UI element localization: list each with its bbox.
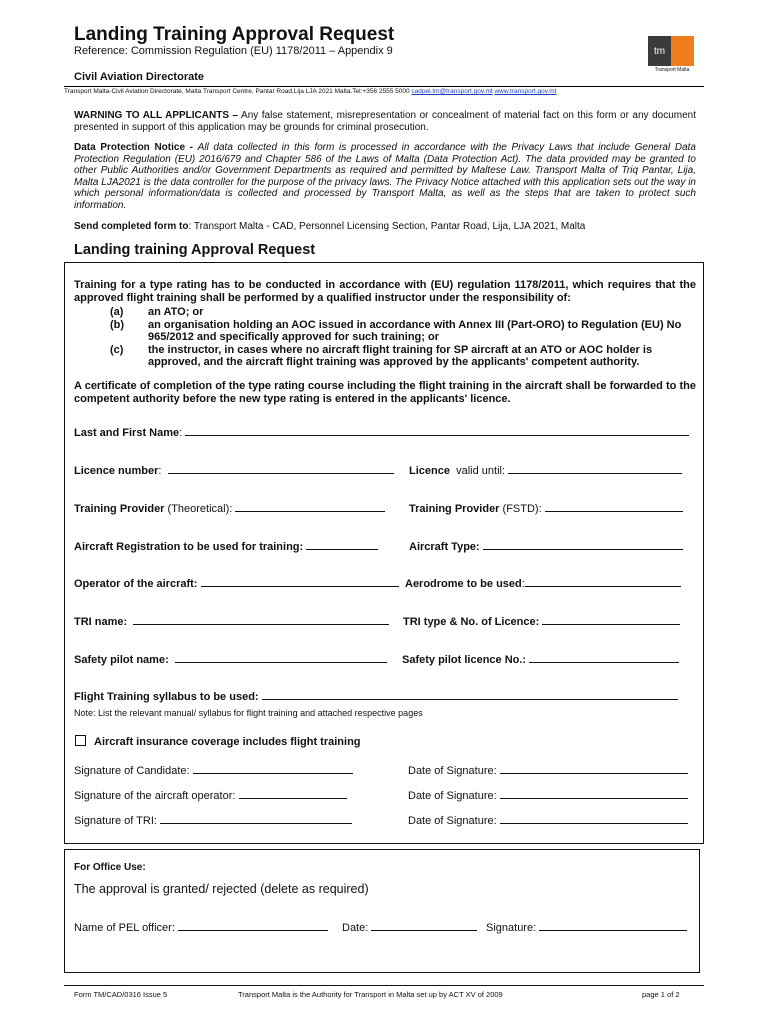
licence-number-line[interactable] xyxy=(168,462,394,474)
list-text: an organisation holding an AOC issued in accordance with Annex III (Part-ORO) to Regulation (EU) No 965/2012 and specifically approved for such training; or xyxy=(148,318,682,343)
operator-date-label: Date of Signature: xyxy=(408,790,497,802)
aircraft-registration-field[interactable] xyxy=(74,538,378,553)
list-label: (b) xyxy=(110,318,125,331)
list-text: an ATO; or xyxy=(148,306,204,318)
data-protection-label: Data Protection Notice - xyxy=(74,142,198,153)
licence-valid-label: Licence xyxy=(409,465,450,477)
tri-signature-label: Signature of TRI: xyxy=(74,815,157,827)
list-label: (a) xyxy=(110,306,124,318)
safety-pilot-label: Safety pilot name: xyxy=(74,654,169,666)
provider-theoretical-field[interactable] xyxy=(74,500,385,515)
tri-type-label: TRI type & No. of Licence: xyxy=(403,616,540,628)
provider-theoretical-line[interactable] xyxy=(235,500,385,512)
aircraft-registration-line[interactable] xyxy=(306,538,378,550)
office-date-label: Date: xyxy=(342,922,369,934)
logo-caption: Transport Malta xyxy=(654,67,690,73)
certificate-text: A certificate of completion of the type rating course including the flight training in the aircraft shall be forwarded to the competent authority before the new type rating is entered in the applicants' licence. xyxy=(74,380,696,405)
transport-malta-logo xyxy=(648,36,694,66)
pel-officer-label: Name of PEL officer: xyxy=(74,922,175,934)
insurance-checkbox[interactable] xyxy=(75,735,86,746)
operator-signature-label: Signature of the aircraft operator: xyxy=(74,790,236,802)
safety-licence-field[interactable] xyxy=(402,651,679,666)
operator-date-line[interactable] xyxy=(500,787,688,799)
send-to-text: : Transport Malta - CAD, Personnel Licensing Section, Pantar Road, Lija, LJA 2021, Malta xyxy=(188,221,586,232)
office-signature-label: Signature: xyxy=(486,922,537,934)
directorate: Civil Aviation Directorate xyxy=(74,71,204,83)
logo-mark: tm xyxy=(648,36,671,66)
warning-label: WARNING TO ALL APPLICANTS – xyxy=(74,110,239,121)
tri-type-line[interactable] xyxy=(542,613,680,625)
candidate-signature-line[interactable] xyxy=(193,762,353,774)
tri-name-line[interactable] xyxy=(133,613,389,625)
tri-signature-line[interactable] xyxy=(160,812,352,824)
address-text: Transport Malta-Civil Aviation Directorate, Malta Transport Centre, Pantar Road,Lija LJA 2021 Malta.Tel:+356 2555 5000 xyxy=(64,88,412,95)
tri-name-field[interactable] xyxy=(74,613,389,628)
licence-number-field[interactable]: Licence number: xyxy=(74,462,394,477)
page-title: Landing Training Approval Request xyxy=(74,24,395,45)
tri-date-field[interactable] xyxy=(408,812,688,827)
list-text: the instructor, in cases where no aircraft flight training for SP aircraft at an ATO or AOC holder is approved, and the aircraft flight training was approved by the applicants' competent authority. xyxy=(148,343,653,368)
aircraft-registration-label: Aircraft Registration to be used for training: xyxy=(74,541,304,553)
office-date-field[interactable] xyxy=(342,919,477,934)
office-signature-field[interactable] xyxy=(486,919,687,934)
tri-date-line[interactable] xyxy=(500,812,688,824)
provider-theoretical-suffix: (Theoretical): xyxy=(167,503,233,515)
operator-date-field[interactable] xyxy=(408,787,688,802)
aircraft-type-label: Aircraft Type: xyxy=(409,541,480,553)
syllabus-field[interactable] xyxy=(74,688,678,703)
provider-fstd-label: Training Provider xyxy=(409,503,500,515)
insurance-option[interactable] xyxy=(75,735,361,748)
licence-number-label: Licence number xyxy=(74,465,159,477)
provider-list xyxy=(74,306,696,369)
syllabus-label: Flight Training syllabus to be used: xyxy=(74,691,259,703)
name-line[interactable] xyxy=(185,424,689,436)
reference: Reference: Commission Regulation (EU) 1178/2011 – Appendix 9 xyxy=(74,45,393,57)
provider-fstd-line[interactable] xyxy=(545,500,683,512)
operator-signature-field[interactable] xyxy=(74,787,347,802)
footer-page: page 1 of 2 xyxy=(642,990,680,999)
safety-licence-line[interactable] xyxy=(529,651,679,663)
aerodrome-label: Aerodrome to be used xyxy=(405,578,522,590)
candidate-date-label: Date of Signature: xyxy=(408,765,497,777)
warning-paragraph xyxy=(74,110,696,133)
operator-field[interactable] xyxy=(74,575,399,590)
licence-valid-field[interactable] xyxy=(409,462,682,477)
candidate-signature-label: Signature of Candidate: xyxy=(74,765,190,777)
list-item xyxy=(74,319,696,344)
warning-text: Any false statement, misrepresentation or concealment of material fact on this form or any document presented in support of this application may be grounds for criminal prosecution. xyxy=(74,110,696,133)
syllabus-note: Note: List the relevant manual/ syllabus for flight training and attached respective pages xyxy=(74,708,423,718)
candidate-date-field[interactable] xyxy=(408,762,688,777)
operator-signature-line[interactable] xyxy=(239,787,347,799)
aerodrome-field[interactable]: Aerodrome to be used: xyxy=(405,575,681,590)
office-date-line[interactable] xyxy=(371,919,477,931)
list-label: (c) xyxy=(110,343,124,356)
tri-type-field[interactable] xyxy=(403,613,680,628)
safety-licence-label: Safety pilot licence No.: xyxy=(402,654,527,666)
send-to-paragraph xyxy=(74,221,696,233)
aerodrome-line[interactable] xyxy=(525,575,681,587)
email-link[interactable]: cadpel.tm@transport.gov.mt xyxy=(411,88,493,95)
office-signature-line[interactable] xyxy=(539,919,687,931)
candidate-date-line[interactable] xyxy=(500,762,688,774)
footer-form-id: Form TM/CAD/0316 Issue 5 xyxy=(74,990,168,999)
address-line xyxy=(64,86,704,95)
name-field[interactable]: Last and First Name: xyxy=(74,424,689,439)
tri-name-label: TRI name: xyxy=(74,616,128,628)
data-protection-text: All data collected in this form is processed in accordance with the Privacy Laws that include General Data Protection Regulation (EU) 2016/679 and Chapter 586 of the Laws of Malta (Data Protection Act). The data provided may be granted to other Public Authorities and/or Government Departments as required and permitted by Maltese Law. Transport Malta of Triq Pantar, Lija, Malta LJA2021 is the data controller for the purpose of the privacy laws. The Privacy Notice attached with this application sets out the way in which personal information/data is collected and processed by Transport Malta, as well as the steps that are taken to protect such information. xyxy=(74,142,696,211)
name-label: Last and First Name xyxy=(74,427,180,439)
send-to-label: Send completed form to xyxy=(74,221,189,232)
list-item xyxy=(74,344,696,369)
syllabus-line[interactable] xyxy=(262,688,678,700)
pel-officer-field[interactable] xyxy=(74,919,328,934)
office-use-box xyxy=(64,849,700,973)
provider-theoretical-label: Training Provider xyxy=(74,503,165,515)
licence-valid-suffix: valid until: xyxy=(456,465,506,477)
insurance-label: Aircraft insurance coverage includes flight training xyxy=(94,736,361,748)
operator-line[interactable] xyxy=(201,575,399,587)
footer-authority: Transport Malta is the Authority for Transport in Malta set up by ACT XV of 2009 xyxy=(238,990,503,999)
website-link[interactable]: www.transport.gov.mt xyxy=(494,88,557,95)
safety-pilot-line[interactable] xyxy=(175,651,387,663)
pel-officer-line[interactable] xyxy=(178,919,328,931)
operator-label: Operator of the aircraft: xyxy=(74,578,198,590)
intro-text: Training for a type rating has to be conducted in accordance with (EU) regulation 1178/2011, which requires that the approved flight training shall be performed by a qualified instructor under the responsibility of: xyxy=(74,279,696,304)
list-item xyxy=(74,306,696,319)
provider-fstd-field[interactable] xyxy=(409,500,683,515)
approval-text: The approval is granted/ rejected (delete as required) xyxy=(74,882,369,896)
footer-rule xyxy=(64,985,704,986)
aircraft-type-field[interactable] xyxy=(409,538,683,553)
licence-valid-line[interactable] xyxy=(508,462,682,474)
office-use-title: For Office Use: xyxy=(74,862,146,873)
logo-block xyxy=(671,36,694,66)
tri-date-label: Date of Signature: xyxy=(408,815,497,827)
section-title: Landing training Approval Request xyxy=(74,242,316,258)
tri-signature-field[interactable] xyxy=(74,812,352,827)
safety-pilot-field[interactable] xyxy=(74,651,387,666)
candidate-signature-field[interactable] xyxy=(74,762,353,777)
aircraft-type-line[interactable] xyxy=(483,538,683,550)
provider-fstd-suffix: (FSTD): xyxy=(502,503,542,515)
data-protection-paragraph xyxy=(74,142,696,211)
